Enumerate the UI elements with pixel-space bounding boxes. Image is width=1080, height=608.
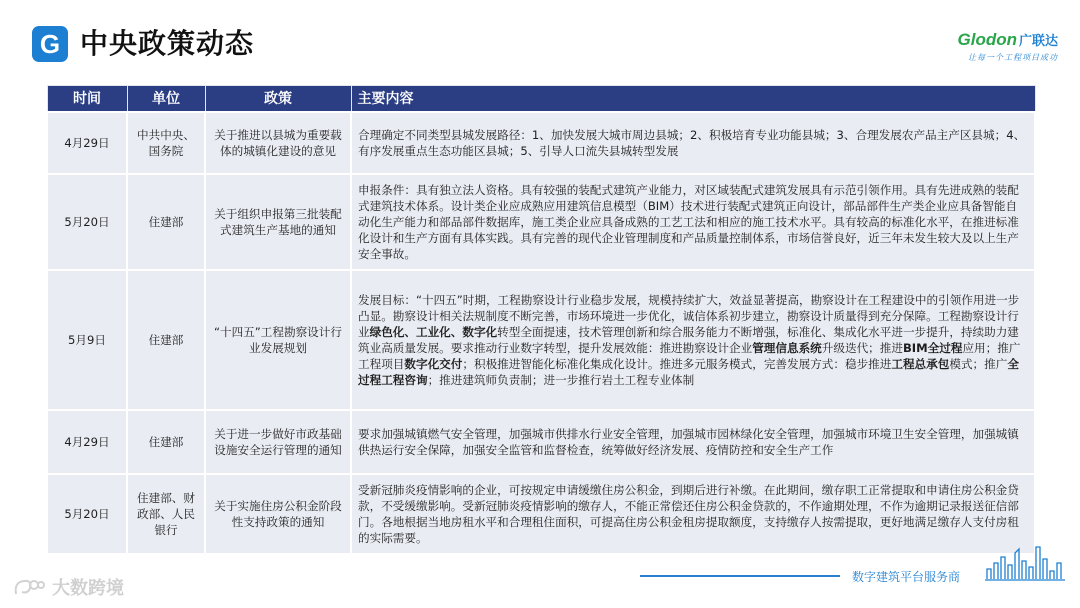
content-highlight: 工程总承包 [891, 356, 950, 371]
table-header-row [47, 86, 1035, 112]
cell-content [351, 174, 1035, 270]
table-row [47, 410, 1035, 474]
brand-name-en: Glodon [957, 30, 1017, 49]
cell-content [351, 474, 1035, 554]
header-content: 主要内容 [351, 86, 1035, 112]
watermark-logo-icon [12, 576, 46, 598]
content-text: 受新冠肺炎疫情影响的企业，可按规定申请缓缴住房公积金，到期后进行补缴。在此期间，缴存职工正常提取和申请住房公积金贷款，不受缓缴影响。受新冠肺炎疫情影响的缴存人，不能正常偿还住房公积金贷款的，不作逾期处理，不作为逾期记录报送征信部门。各地根据当地房租水平和合理租住面积，可提高住房公积金租房提取额度，支持缴存人按需提取，更好地满足缴存人支付房租的实际需要。 [358, 482, 1019, 545]
cell-time: 5月9日 [47, 270, 127, 410]
table-row [47, 174, 1035, 270]
page-title: 中央政策动态 [80, 27, 255, 60]
brand-slogan: 让每一个工程项目成功 [968, 53, 1058, 62]
glodon-logo-icon [32, 26, 68, 62]
cell-time: 4月29日 [47, 112, 127, 174]
cell-policy: 关于组织申报第三批装配式建筑生产基地的通知 [205, 174, 351, 270]
cell-time: 4月29日 [47, 410, 127, 474]
header-policy: 政策 [205, 86, 351, 112]
content-text: 申报条件：具有独立法人资格。具有较强的装配式建筑产业能力，对区域装配式建筑发展具有示范引领作用。具有先进成熟的装配式建筑技术体系。设计类企业应成熟应用建筑信息模型（BIM）技术进行装配式建筑正向设计，部品部件生产类企业应具备智能自动化生产能力和部品部件数据库，施工类企业应具备成熟的工艺工法和相应的施工技术水平。具有较高的标准化水平，在推进标准化设计和生产方面有具体实践。具有完善的现代企业管理制度和产品质量控制体系，市场信誉良好，近三年未发生较大及以上生产安全事故。 [358, 182, 1019, 261]
content-highlight: BIM全过程 [902, 340, 963, 355]
logo-letter: G [39, 28, 61, 59]
footer-divider [640, 575, 840, 577]
content-text: 应用；推广工程项目 [358, 340, 1021, 371]
content-text: 模式；推广 [949, 356, 1008, 371]
cell-policy: 关于实施住房公积金阶段性支持政策的通知 [205, 474, 351, 554]
content-text: ；推进建筑师负责制；进一步推行岩土工程专业体制 [427, 372, 695, 387]
brand-name-cn: 广联达 [1018, 33, 1058, 48]
cell-policy: 关于进一步做好市政基础设施安全运行管理的通知 [205, 410, 351, 474]
content-text: ；积极推进智能化标准化集成化设计。推进多元服务模式，完善发展方式：稳步推进 [462, 356, 892, 371]
content-text: 升级迭代；推进 [821, 340, 903, 355]
watermark-text: 大数跨境 [52, 578, 124, 599]
brand-name [958, 30, 1059, 50]
content-text: 要求加强城镇燃气安全管理，加强城市供排水行业安全管理，加强城市园林绿化安全管理，加强城市环境卫生安全管理，加强城镇供热运行安全保障，加强安全监管和监督检查，统筹做好经济发展、疫情防控和安全生产工作 [358, 426, 1019, 457]
header-time: 时间 [47, 86, 127, 112]
city-skyline-icon [985, 545, 1065, 581]
cell-content [351, 112, 1035, 174]
cell-unit: 住建部、财政部、人民银行 [127, 474, 205, 554]
cell-policy: 关于推进以县城为重要载体的城镇化建设的意见 [205, 112, 351, 174]
cell-time: 5月20日 [47, 474, 127, 554]
table-row [47, 270, 1035, 410]
table-body [47, 112, 1035, 554]
cell-unit: 住建部 [127, 270, 205, 410]
cell-policy: “十四五”工程勘察设计行业发展规划 [205, 270, 351, 410]
cell-content [351, 270, 1035, 410]
watermark [12, 574, 124, 600]
brand-logo [958, 30, 1059, 63]
cell-unit: 中共中央、国务院 [127, 112, 205, 174]
content-highlight: 全过程工程咨询 [358, 356, 1019, 387]
cell-content [351, 410, 1035, 474]
content-highlight: 数字化交付 [404, 356, 463, 371]
content-highlight: 绿色化、工业化、数字化 [369, 324, 498, 339]
header-unit: 单位 [127, 86, 205, 112]
table-row [47, 474, 1035, 554]
content-text: 发展目标：“十四五”时期，工程勘察设计行业稳步发展，规模持续扩大，效益显著提高，勘察设计在工程建设中的引领作用进一步凸显。勘察设计相关法规制度不断完善，市场环境进一步优化，诚信体系初步建立，勘察设计质量得到充分保障。工程勘察设计行业 [358, 292, 1020, 339]
cell-time: 5月20日 [47, 174, 127, 270]
cell-unit: 住建部 [127, 410, 205, 474]
table-row [47, 112, 1035, 174]
policy-table [46, 85, 1036, 555]
content-highlight: 管理信息系统 [752, 340, 822, 355]
content-text: 合理确定不同类型县城发展路径：1、加快发展大城市周边县城；2、积极培育专业功能县城；3、合理发展农产品主产区县城；4、有序发展重点生态功能区县城；5、引导人口流失县城转型发展 [358, 127, 1026, 158]
cell-unit: 住建部 [127, 174, 205, 270]
content-text: 转型全面提速，技术管理创新和综合服务能力不断增强，标准化、集成化水平进一步提升，持续助力建筑业高质量发展。要求推动行业数字转型，提升发展效能：推进勘察设计企业 [358, 324, 1019, 355]
footer-text: 数字建筑平台服务商 [852, 570, 961, 584]
